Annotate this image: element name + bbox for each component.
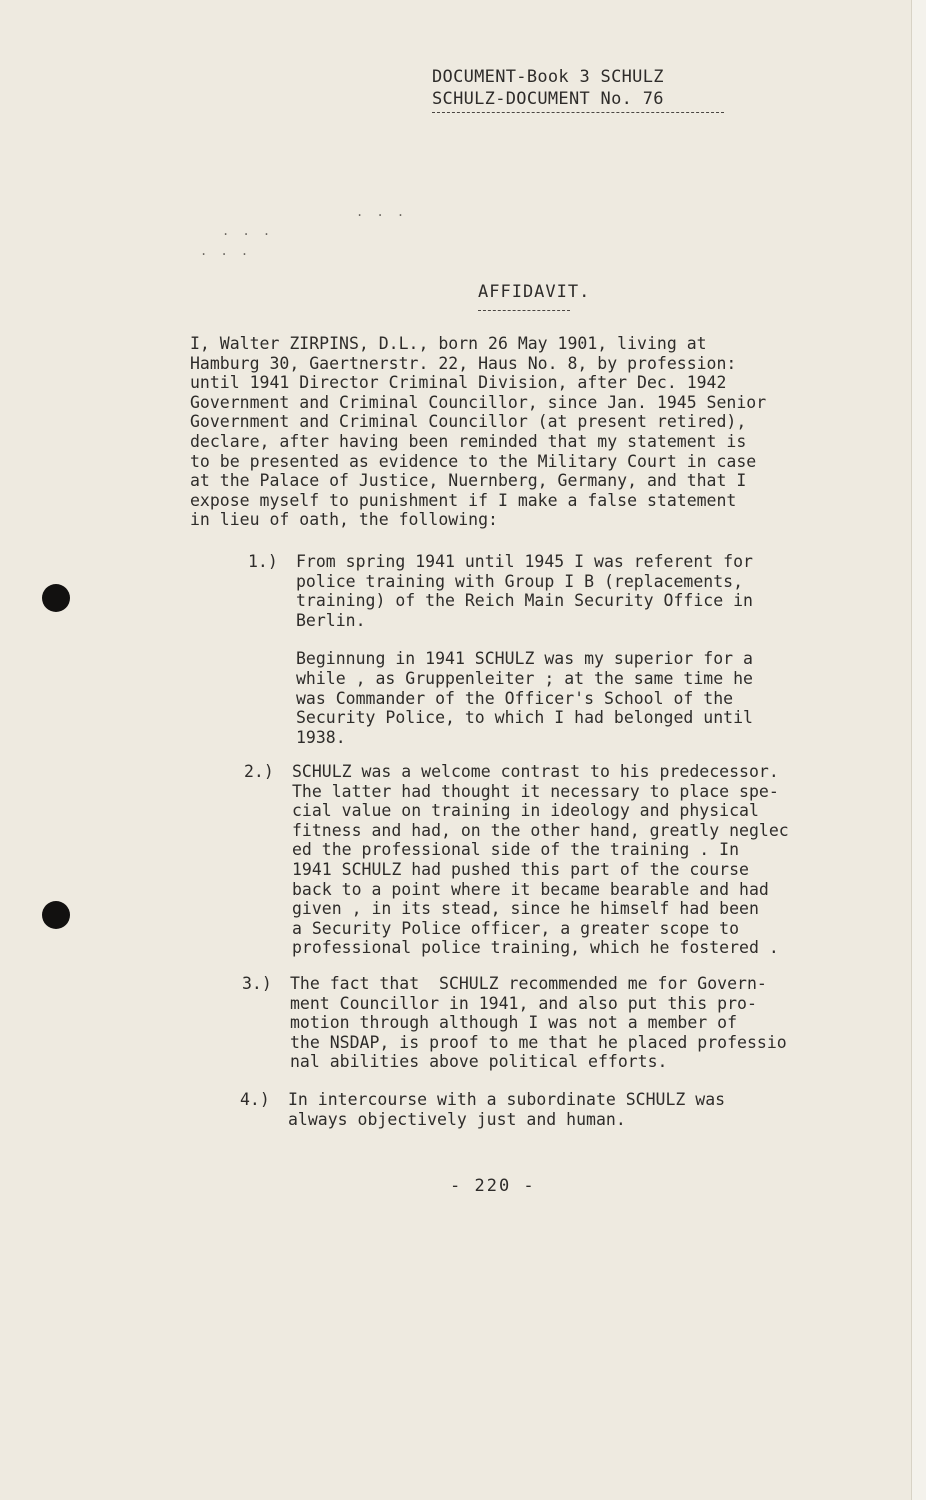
item-number: 3.) bbox=[242, 974, 272, 993]
item-line: given , in its stead, since he himself had been bbox=[292, 899, 759, 919]
paper-speck: . . . bbox=[200, 244, 252, 258]
item-line: nal abilities above political efforts. bbox=[290, 1052, 668, 1072]
item-line: Berlin. bbox=[296, 610, 366, 630]
item-body bbox=[290, 974, 787, 1072]
page-edge bbox=[911, 0, 926, 1500]
intro-line: declare, after having been reminded that my statement is bbox=[190, 431, 747, 451]
item-body bbox=[296, 552, 753, 747]
intro-line: at the Palace of Justice, Nuernberg, Germany, and that I bbox=[190, 471, 747, 491]
intro-line: Hamburg 30, Gaertnerstr. 22, Haus No. 8, by profession: bbox=[190, 353, 737, 373]
item-number: 4.) bbox=[240, 1090, 270, 1109]
item-paragraph bbox=[290, 974, 787, 1072]
item-line: ed the professional side of the training . In bbox=[292, 840, 740, 860]
intro-line: Government and Criminal Councillor (at present retired), bbox=[190, 412, 747, 432]
item-line: 1941 SCHULZ had pushed this part of the course bbox=[292, 859, 749, 879]
item-paragraph bbox=[292, 762, 789, 958]
document-title: AFFIDAVIT. bbox=[478, 282, 591, 302]
item-paragraph bbox=[296, 649, 753, 747]
intro-paragraph bbox=[190, 334, 880, 530]
page-number: - 220 - bbox=[450, 1176, 536, 1196]
item-body bbox=[292, 762, 789, 958]
item-line: always objectively just and human. bbox=[288, 1109, 626, 1129]
header-book-line: DOCUMENT-Book 3 SCHULZ bbox=[432, 67, 664, 87]
item-line: The latter had thought it necessary to place spe- bbox=[292, 781, 779, 801]
paper-speck: . . . bbox=[222, 224, 274, 238]
item-line: a Security Police officer, a greater scope to bbox=[292, 918, 740, 938]
header-rule bbox=[432, 112, 724, 113]
item-line: fitness and had, on the other hand, greatly neglec bbox=[292, 820, 789, 840]
item-paragraph bbox=[296, 552, 753, 630]
item-line: From spring 1941 until 1945 I was referent for bbox=[296, 552, 753, 571]
intro-line: until 1941 Director Criminal Division, after Dec. 1942 bbox=[190, 373, 727, 393]
item-line: while , as Gruppenleiter ; at the same time he bbox=[296, 668, 753, 688]
item-line: professional police training, which he fostered . bbox=[292, 938, 779, 958]
item-line: the NSDAP, is proof to me that he placed professio bbox=[290, 1032, 787, 1052]
item-line: was Commander of the Officer's School of the bbox=[296, 688, 734, 708]
item-body bbox=[288, 1090, 725, 1129]
item-line: Beginnung in 1941 SCHULZ was my superior for a bbox=[296, 649, 753, 669]
item-line: SCHULZ was a welcome contrast to his predecessor. bbox=[292, 762, 779, 781]
item-line: In intercourse with a subordinate SCHULZ was bbox=[288, 1090, 726, 1109]
item-line: training) of the Reich Main Security Office in bbox=[296, 591, 753, 611]
intro-line: I, Walter ZIRPINS, D.L., born 26 May 1901, living at bbox=[190, 334, 707, 353]
item-paragraph bbox=[288, 1090, 725, 1129]
punch-hole bbox=[42, 901, 70, 929]
intro-line: in lieu of oath, the following: bbox=[190, 510, 498, 530]
item-line: 1938. bbox=[296, 727, 346, 747]
intro-line: Government and Criminal Councillor, since Jan. 1945 Senior bbox=[190, 392, 767, 412]
item-line: back to a point where it became bearable and had bbox=[292, 879, 769, 899]
item-number: 2.) bbox=[244, 762, 274, 781]
title-underline bbox=[478, 310, 570, 311]
item-line: police training with Group I B (replacements, bbox=[296, 571, 744, 591]
intro-line: expose myself to punishment if I make a false statement bbox=[190, 490, 737, 510]
item-line: The fact that SCHULZ recommended me for Govern- bbox=[290, 974, 767, 993]
document-header bbox=[432, 66, 732, 113]
header-document-number: SCHULZ-DOCUMENT No. 76 bbox=[432, 89, 664, 109]
intro-line: to be presented as evidence to the Military Court in case bbox=[190, 451, 757, 471]
item-line: motion through although I was not a member of bbox=[290, 1013, 738, 1033]
item-number: 1.) bbox=[248, 552, 278, 571]
item-line: cial value on training in ideology and physical bbox=[292, 801, 759, 821]
item-line: ment Councillor in 1941, and also put this pro- bbox=[290, 993, 757, 1013]
item-line: Security Police, to which I had belonged until bbox=[296, 708, 753, 728]
paper-speck: . . . bbox=[356, 205, 408, 219]
punch-hole bbox=[42, 584, 70, 612]
